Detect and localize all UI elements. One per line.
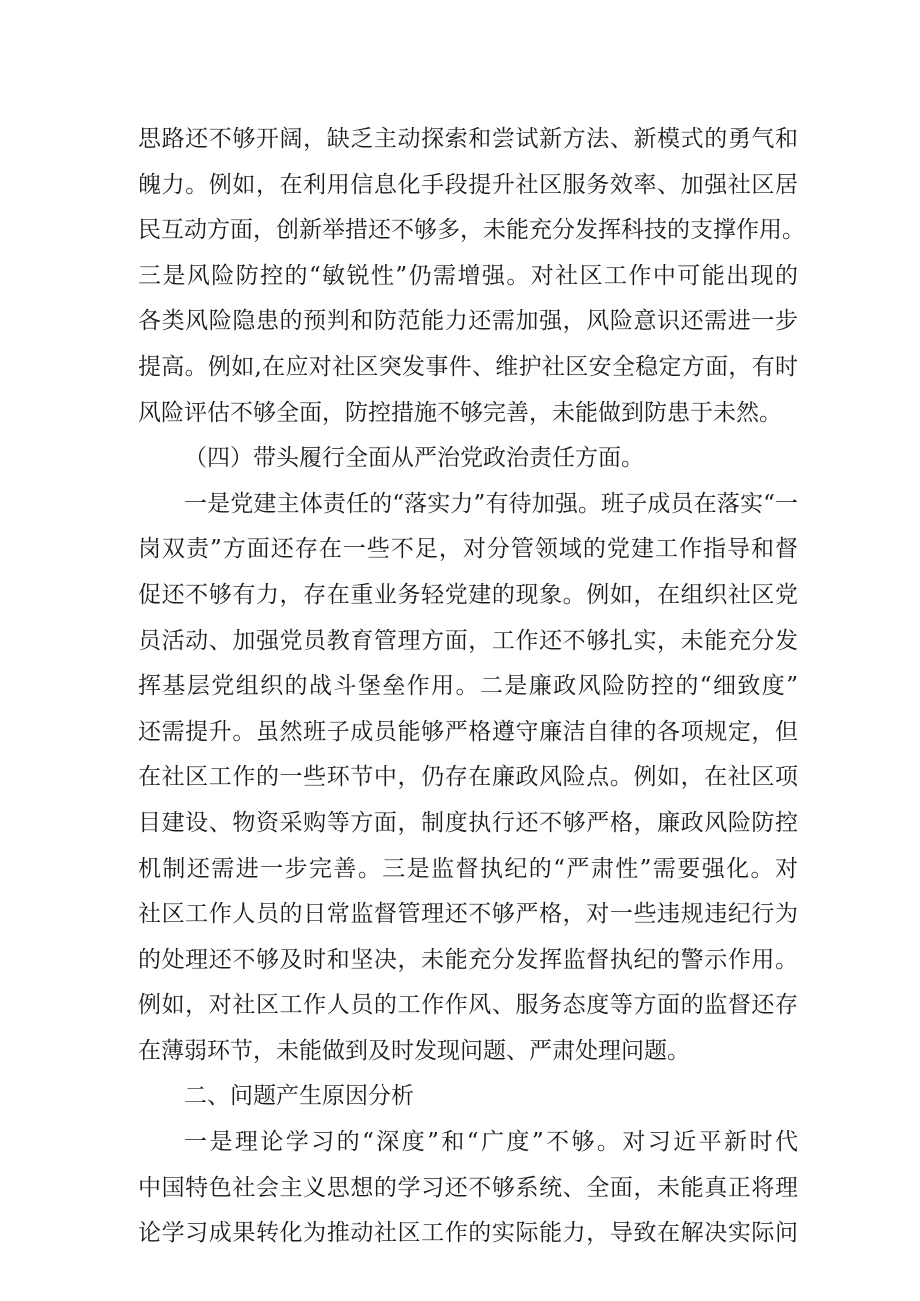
text-line: 一是党建主体责任的“落实力”有待加强。班子成员在落实“一 bbox=[184, 490, 798, 517]
text-line: 三是风险防控的“敏锐性”仍需增强。对社区工作中可能出现的 bbox=[138, 262, 798, 289]
text-line: 社区工作人员的日常监督管理还不够严格，对一些违规违纪行为 bbox=[138, 901, 798, 928]
text-line: 机制还需进一步完善。三是监督执纪的“严肃性”需要强化。对 bbox=[138, 855, 798, 882]
text-line: 提高。例如,在应对社区突发事件、维护社区安全稳定方面，有时 bbox=[138, 353, 798, 380]
text-line: 在薄弱环节，未能做到及时发现问题、严肃处理问题。 bbox=[138, 1037, 690, 1064]
text-line: 在社区工作的一些环节中，仍存在廉政风险点。例如，在社区项 bbox=[138, 764, 798, 791]
text-line: 促还不够有力，存在重业务轻党建的现象。例如，在组织社区党 bbox=[138, 581, 798, 608]
text-line: 民互动方面，创新举措还不够多，未能充分发挥科技的支撑作用。 bbox=[138, 217, 805, 244]
text-line: 中国特色社会主义思想的学习还不够系统、全面，未能真正将理 bbox=[138, 1174, 798, 1201]
text-line: 例如，对社区工作人员的工作作风、服务态度等方面的监督还存 bbox=[138, 992, 798, 1019]
text-line: 思路还不够开阔，缺乏主动探索和尝试新方法、新模式的勇气和 bbox=[138, 126, 798, 152]
text-line: 挥基层党组织的战斗堡垒作用。二是廉政风险防控的“细致度” bbox=[138, 673, 798, 700]
text-line: 的处理还不够及时和坚决，未能充分发挥监督执纪的警示作用。 bbox=[138, 946, 798, 973]
text-line: （四）带头履行全面从严治党政治责任方面。 bbox=[184, 445, 644, 472]
text-line: 岗双责”方面还存在一些不足，对分管领域的党建工作指导和督 bbox=[138, 536, 798, 563]
text-line: 一是理论学习的“深度”和“广度”不够。对习近平新时代 bbox=[184, 1129, 798, 1156]
text-line: 员活动、加强党员教育管理方面，工作还不够扎实，未能充分发 bbox=[138, 627, 798, 654]
text-line: 二、问题产生原因分析 bbox=[184, 1083, 414, 1110]
text-line: 目建设、物资采购等方面，制度执行还不够严格，廉政风险防控 bbox=[138, 809, 798, 836]
text-line: 还需提升。虽然班子成员能够严格遵守廉洁自律的各项规定，但 bbox=[138, 718, 798, 745]
document-body bbox=[138, 117, 805, 1257]
text-line: 魄力。例如，在利用信息化手段提升社区服务效率、加强社区居 bbox=[138, 171, 798, 198]
text-line: 风险评估不够全面，防控措施不够完善，未能做到防患于未然。 bbox=[138, 399, 782, 426]
text-line: 各类风险隐患的预判和防范能力还需加强，风险意识还需进一步 bbox=[138, 308, 798, 335]
text-line: 论学习成果转化为推动社区工作的实际能力，导致在解决实际问 bbox=[138, 1220, 798, 1247]
